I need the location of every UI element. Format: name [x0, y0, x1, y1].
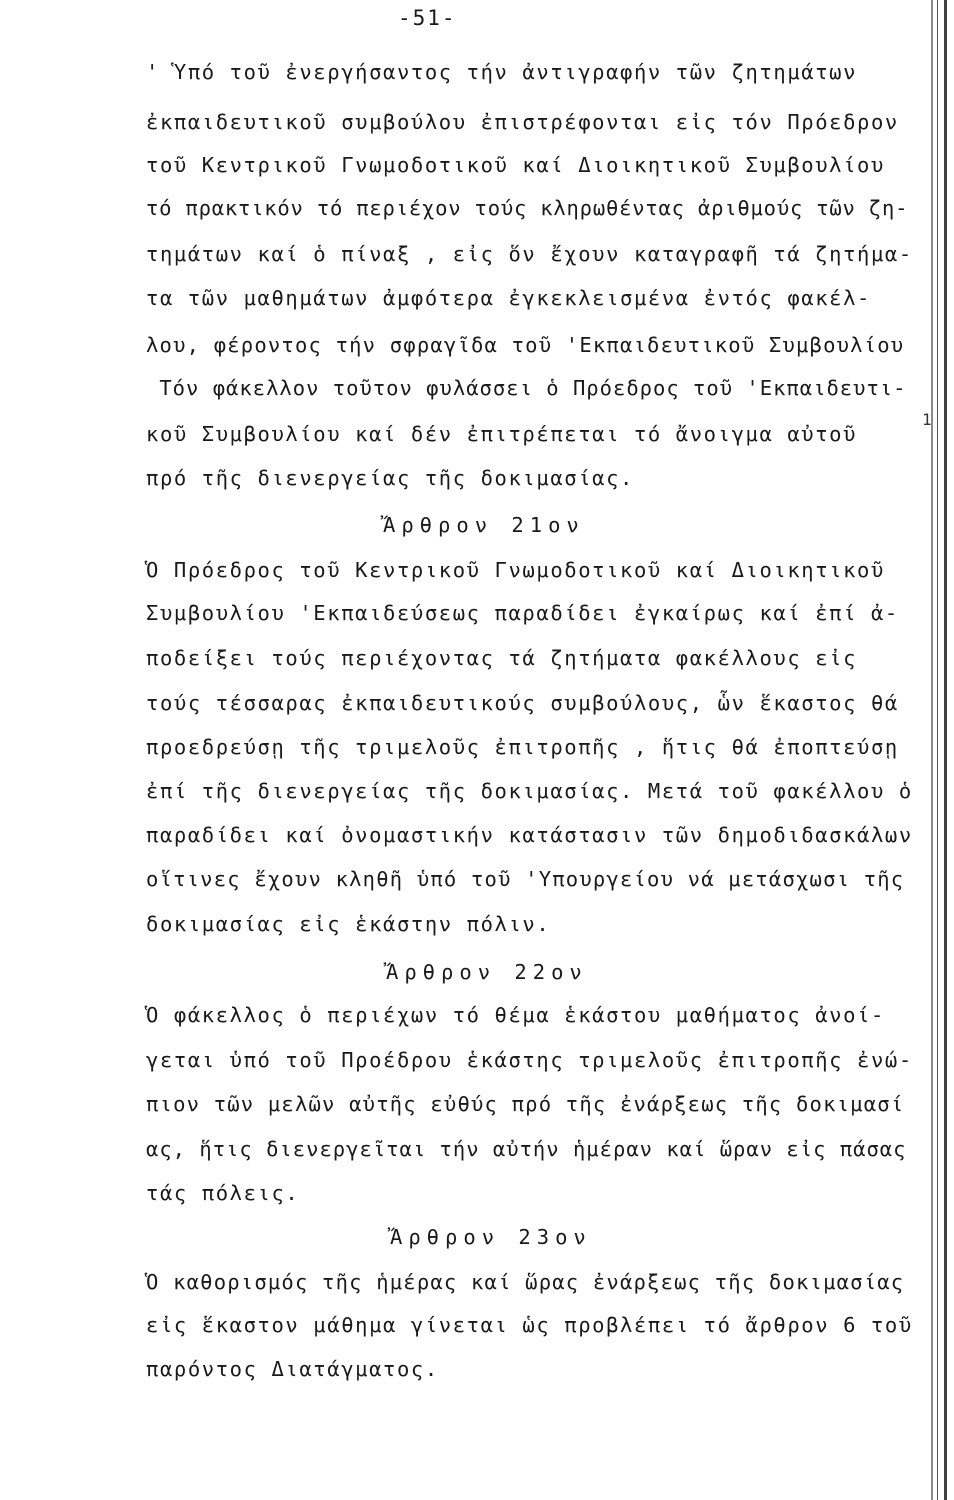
text-line: κοῦ Συμβουλίου καί δέν ἐπιτρέπεται τό ἄνοιγμα αὐτοῦ [146, 422, 858, 446]
text-line: παραδίδει καί ὀνομαστικήν κατάστασιν τῶν δημοδιδασκάλων [146, 823, 913, 847]
text-line: τοῦ Κεντρικοῦ Γνωμοδοτικοῦ καί Διοικητικοῦ Συμβουλίου [146, 153, 885, 177]
text-line: Ὁ φάκελλος ὁ περιέχων τό θέμα ἑκάστου μαθήματος ἀνοί- [146, 1003, 885, 1027]
text-line: ἐκπαιδευτικοῦ συμβούλου ἐπιστρέφονται εἰς τόν Πρόεδρον [146, 110, 899, 134]
text-line: εἰς ἕκαστον μάθημα γίνεται ὡς προβλέπει τό ἄρθρον 6 τοῦ [146, 1313, 913, 1337]
page-edge-line [931, 0, 933, 1500]
text-line: τα τῶν μαθημάτων ἀμφότερα ἐγκεκλεισμένα ἐντός φακέλ- [146, 286, 871, 310]
text-line: πιον τῶν μελῶν αὐτῆς εὐθύς πρό τῆς ἐνάρξεως τῆς δοκιμασί [146, 1092, 905, 1116]
page-edge-line [944, 0, 947, 1500]
article-heading: Ἄρθρον 21ον [383, 513, 585, 537]
page-edge-line [937, 0, 938, 1500]
page-number: -51- [398, 6, 457, 30]
text-line: τούς τέσσαρας ἐκπαιδευτικούς συμβούλους, ὧν ἕκαστος θά [146, 691, 899, 715]
text-line: Τόν φάκελλον τοῦτον φυλάσσει ὁ Πρόεδρος τοῦ 'Εκπαιδευτι- [146, 376, 907, 400]
margin-mark: 1 [922, 410, 932, 429]
text-line: προεδρεύσῃ τῆς τριμελοῦς ἐπιτροπῆς , ἥτις θά ἐποπτεύσῃ [146, 735, 899, 759]
article-heading: Ἄρθρον 22ον [386, 960, 588, 984]
text-line: ποδείξει τούς περιέχοντας τά ζητήματα φακέλλους εἰς [146, 646, 858, 670]
text-line: τό πρακτικόν τό περιέχον τούς κληρωθέντας ἀριθμούς τῶν ζη- [146, 196, 909, 220]
text-line: Ὁ Πρόεδρος τοῦ Κεντρικοῦ Γνωμοδοτικοῦ καί Διοικητικοῦ [146, 558, 885, 582]
article-heading: Ἄρθρον 23ον [390, 1225, 592, 1249]
text-line: οἵτινες ἔχουν κληθῆ ὑπό τοῦ 'Υπουργείου νά μετάσχωσι τῆς [146, 867, 905, 891]
text-line: τάς πόλεις. [146, 1181, 300, 1205]
text-line: δοκιμασίας εἰς ἑκάστην πόλιν. [146, 912, 551, 936]
text-line: ας, ἥτις διενεργεῖται τήν αὐτήν ἡμέραν καί ὥραν εἰς πάσας [146, 1137, 907, 1161]
text-line: λου, φέροντος τήν σφραγῖδα τοῦ 'Εκπαιδευτικοῦ Συμβουλίου [146, 333, 905, 357]
text-line: πρό τῆς διενεργείας τῆς δοκιμασίας. [146, 466, 634, 490]
text-line: Ὁ καθορισμός τῆς ἡμέρας καί ὥρας ἐνάρξεως τῆς δοκιμασίας [146, 1270, 905, 1294]
text-line: τημάτων καί ὁ πίναξ , εἰς ὅν ἔχουν καταγραφῆ τά ζητήμα- [146, 242, 913, 266]
text-line: ' Ὑπό τοῦ ἐνεργήσαντος τήν ἀντιγραφήν τῶν ζητημάτων [146, 60, 858, 84]
text-line: ἐπί τῆς διενεργείας τῆς δοκιμασίας. Μετά τοῦ φακέλλου ὁ [146, 779, 913, 803]
text-line: Συμβουλίου 'Εκπαιδεύσεως παραδίδει ἐγκαίρως καί ἐπί ἀ- [146, 601, 899, 625]
text-line: γεται ὑπό τοῦ Προέδρου ἑκάστης τριμελοῦς ἐπιτροπῆς ἐνώ- [146, 1048, 913, 1072]
text-line: παρόντος Διατάγματος. [146, 1357, 439, 1381]
